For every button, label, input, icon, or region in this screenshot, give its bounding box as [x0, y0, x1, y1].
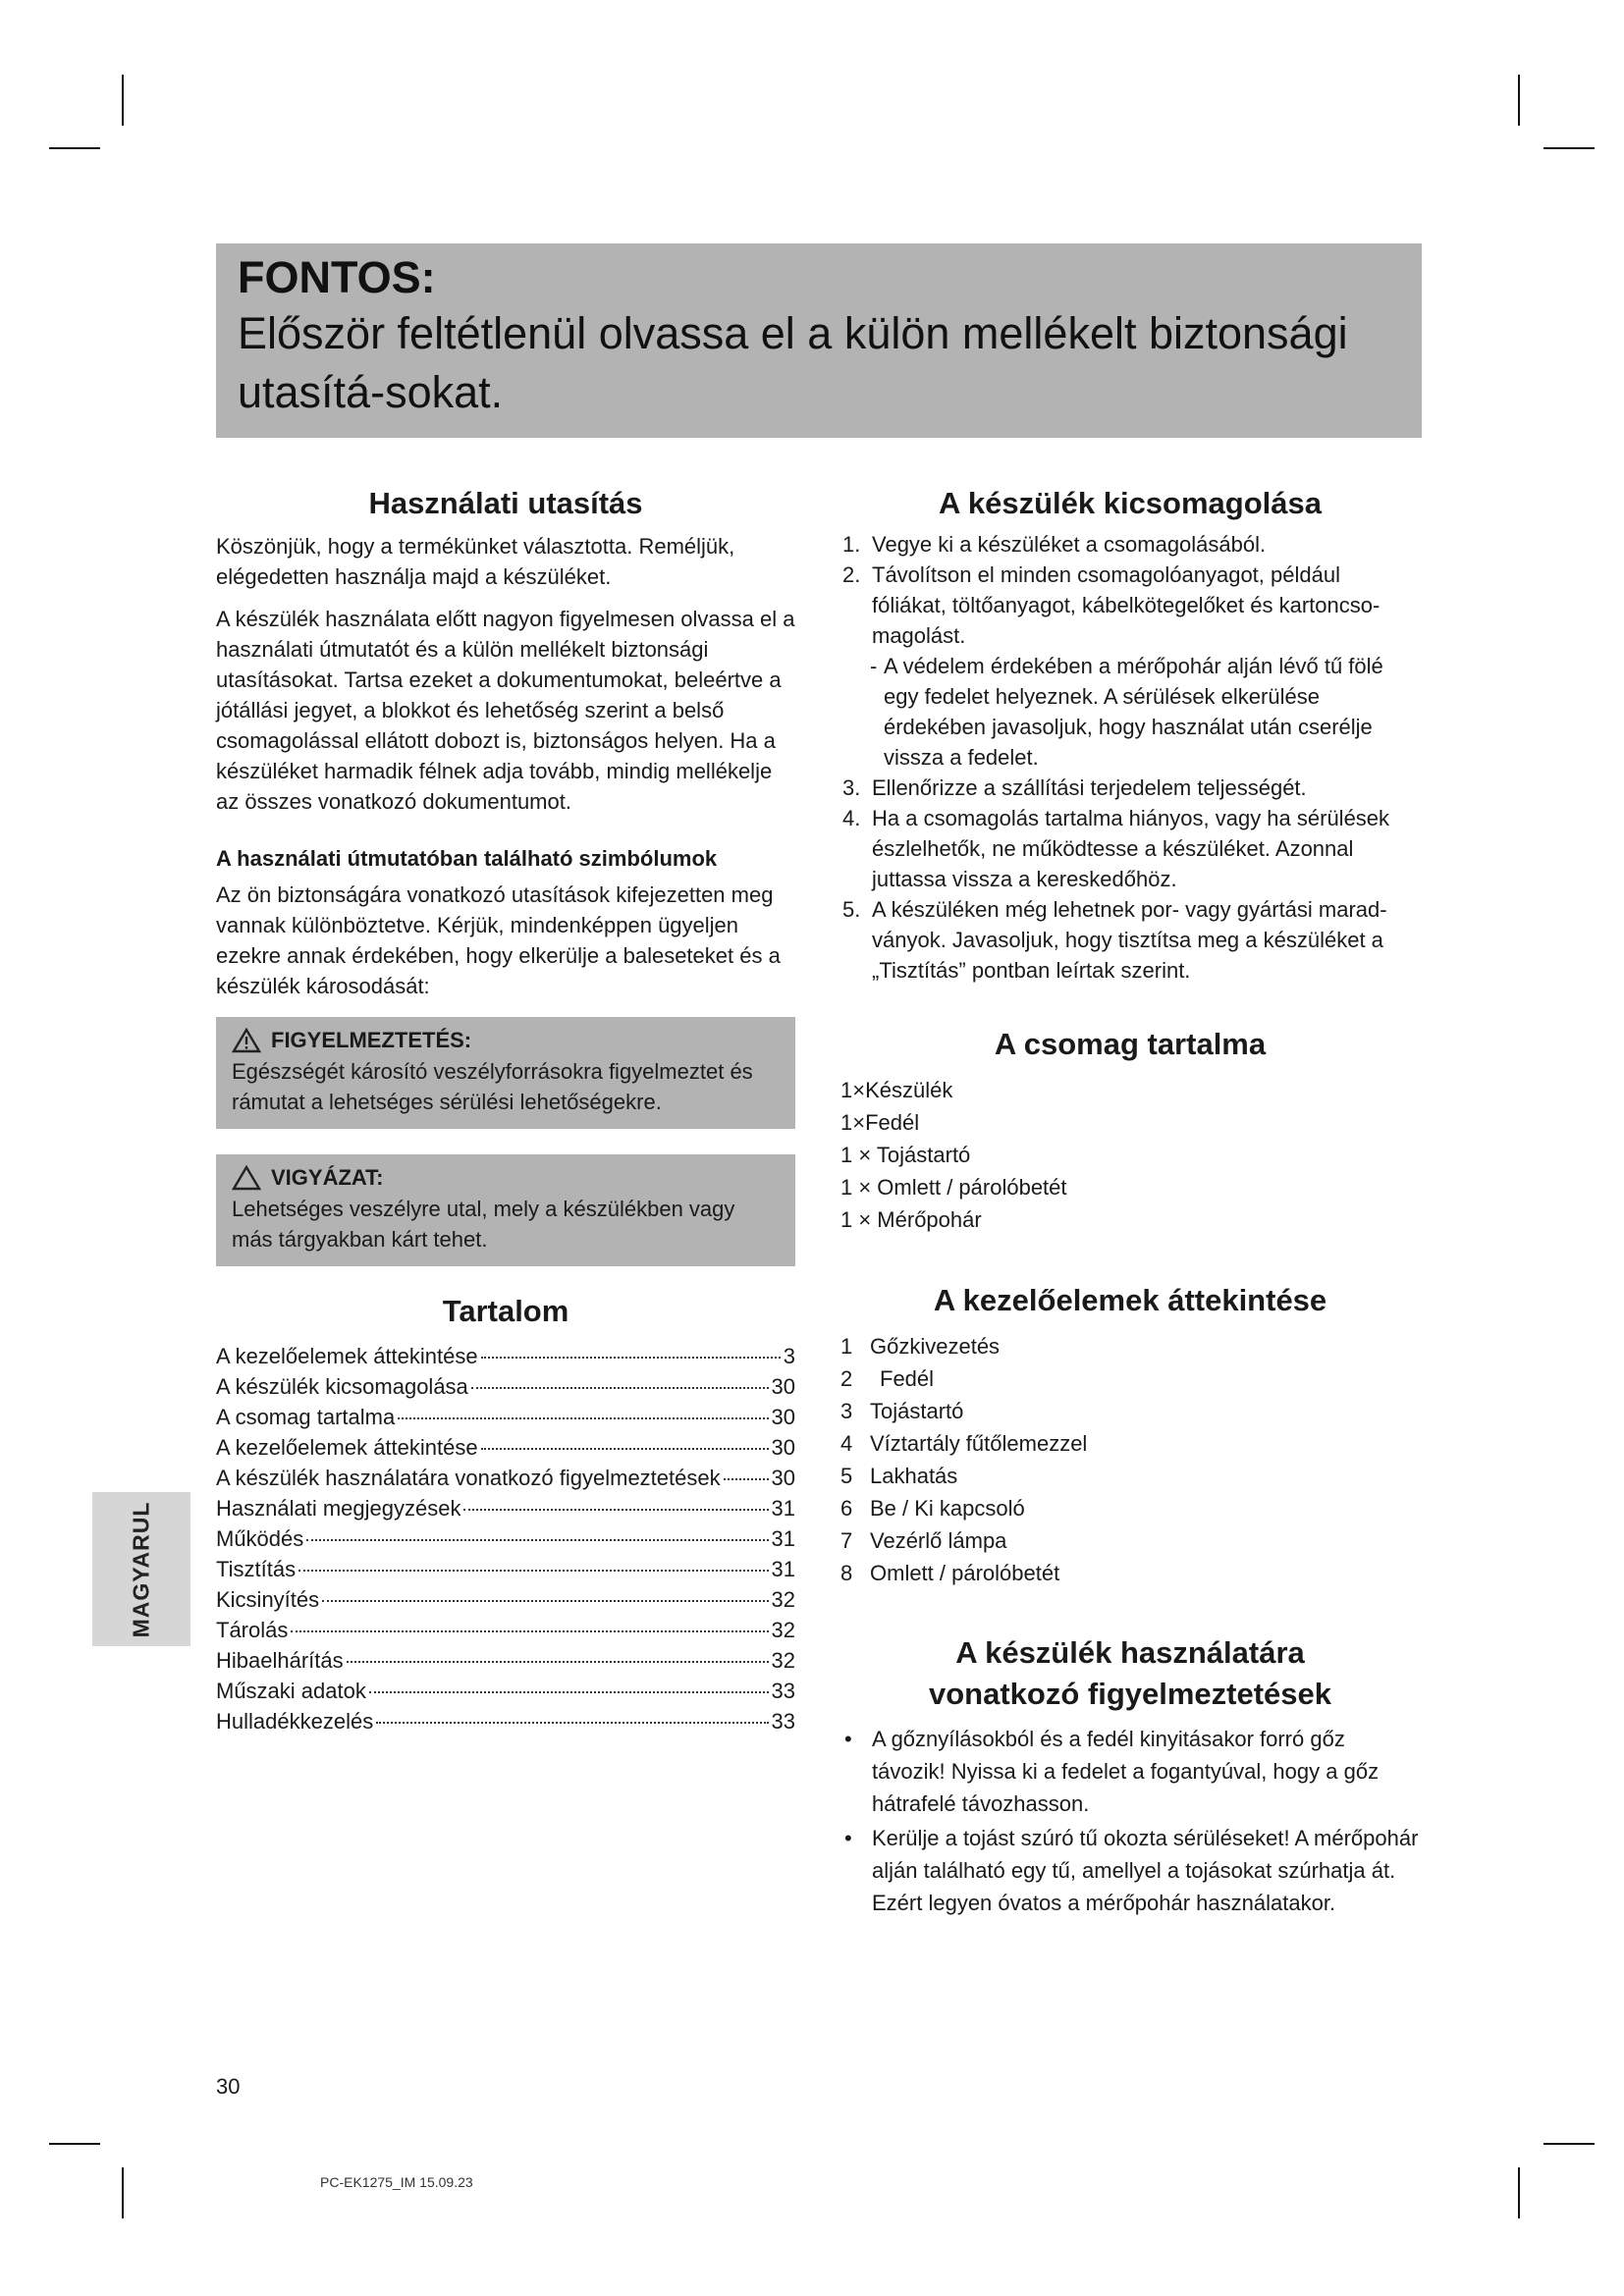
- footer-code: PC-EK1275_IM 15.09.23: [320, 2174, 473, 2190]
- list-item: 6 Be / Ki kapcsoló: [840, 1496, 1025, 1521]
- toc-leader: [724, 1478, 769, 1480]
- caution-title: VIGYÁZAT:: [271, 1165, 384, 1190]
- toc-leader: [347, 1661, 769, 1663]
- toc-page: 32: [771, 1648, 795, 1673]
- toc-title: Tisztítás: [216, 1557, 297, 1581]
- crop-mark: [1543, 147, 1595, 149]
- list-item: • Kerülje a tojást szúró tű okozta sérüléseket! A mérőpohár alján található egy tű, amellyel a tojásokat szúrhatja át. Ezért legyen óvatos a mérőpohár használatakor.: [844, 1826, 1419, 1915]
- toc-title: A készülék használatára vonatkozó figyelmeztetések: [216, 1466, 721, 1490]
- symbols-heading: A használati útmutatóban található szimbólumok: [216, 846, 718, 871]
- toc-page: 30: [771, 1466, 795, 1490]
- toc-title: A kezelőelemek áttekintése: [216, 1344, 478, 1368]
- toc-row: [216, 1493, 795, 1523]
- unpack-note: - A védelem érdekében a mérőpohár alján lévő tű fölé egy fedelet helyeznek. A sérülések elkerülése érdekében javasoljuk, hogy használat után cserélje vissza a fedelet.: [870, 654, 1383, 770]
- toc-title: A csomag tartalma: [216, 1405, 396, 1429]
- toc-row: [216, 1615, 795, 1645]
- toc-title: Hulladékkezelés: [216, 1709, 374, 1734]
- toc-heading: Tartalom: [442, 1294, 569, 1328]
- symbols-paragraph: Az ön biztonságára vonatkozó utasítások kifejezetten meg vannak különböztetve. Kérjük, mindenképpen ügyeljen ezekre annak érdekében, hogy elkerülje a baleseteket és a készülék károsodását:: [216, 882, 781, 998]
- toc-title: Műszaki adatok: [216, 1679, 366, 1703]
- toc-page: 33: [771, 1679, 795, 1703]
- toc-leader: [481, 1448, 769, 1450]
- banner-title: FONTOS:: [238, 252, 436, 302]
- toc-title: Működés: [216, 1526, 304, 1551]
- toc-leader: [291, 1630, 768, 1632]
- toc-page: 3: [783, 1344, 795, 1368]
- warning-title: FIGYELMEZTETÉS:: [271, 1028, 472, 1052]
- toc-row: [216, 1676, 795, 1706]
- language-tab-label: MAGYARUL: [128, 1501, 154, 1637]
- list-item: 1. Vegye ki a készüléket a csomagolásából.: [842, 532, 1267, 557]
- toc-title: A készülék kicsomagolása: [216, 1374, 468, 1399]
- instructions-paragraph: A készülék használata előtt nagyon figyelmesen olvassa el a használati útmutatót és a külön mellékelt biztonsági utasításokat. Tartsa ezeket a dokumentumokat, beleértve a jótállási jegyet, a blokkot és lehetőség szerint a belső csomagolással ellátott dobozt is, biztonságos helyen. Ha a készüléket harmadik félnek adja tovább, mindig mellékelje az összes vonatkozó dokumentumot.: [216, 607, 795, 814]
- list-item: 2. Távolítson el minden csomagolóanyagot, például fóliákat, töltőanyagot, kábelkötegelőket és kartoncso-magolást.: [842, 562, 1380, 648]
- toc-page: 32: [771, 1587, 795, 1612]
- right-column: [840, 484, 1420, 1921]
- unpack-list: [840, 529, 1420, 986]
- list-item: • A gőznyílásokból és a fedél kinyitásakor forró gőz távozik! Nyissa ki a fedelet a fogantyúval, hogy a gőz hátrafelé távozhasson.: [844, 1727, 1380, 1816]
- toc-leader: [471, 1387, 769, 1389]
- usage-warnings-heading: A készülék használatára vonatkozó figyelmeztetések: [928, 1635, 1332, 1711]
- banner-text: Először feltétlenül olvassa el a külön mellékelt biztonsági utasítá-sokat.: [238, 308, 1348, 417]
- toc-row: [216, 1341, 795, 1371]
- crop-mark: [49, 147, 100, 149]
- list-item: 5 Lakhatás: [840, 1464, 958, 1488]
- toc-page: 30: [771, 1435, 795, 1460]
- toc-title: Hibaelhárítás: [216, 1648, 344, 1673]
- toc-row: [216, 1463, 795, 1493]
- toc-row: [216, 1554, 795, 1584]
- intro-paragraph: Köszönjük, hogy a termékünket választotta. Reméljük, elégedetten használja majd a készüléket.: [216, 534, 735, 589]
- list-item: 1×Fedél: [840, 1110, 920, 1135]
- warning-triangle-icon: [232, 1028, 261, 1053]
- crop-mark: [1543, 2143, 1595, 2145]
- list-item: 1 × Mérőpohár: [840, 1207, 982, 1232]
- toc-page: 31: [771, 1496, 795, 1521]
- toc-leader: [376, 1722, 768, 1724]
- toc-page: 30: [771, 1374, 795, 1399]
- toc-leader: [306, 1539, 768, 1541]
- toc-row: [216, 1523, 795, 1554]
- list-item: 7 Vezérlő lámpa: [840, 1528, 1007, 1553]
- controls-list: [840, 1330, 1420, 1589]
- list-item: 3 Tojástartó: [840, 1399, 964, 1423]
- list-item: 1 × Omlett / párolóbetét: [840, 1175, 1067, 1200]
- crop-mark: [49, 2143, 100, 2145]
- caution-box: [216, 1154, 795, 1266]
- toc-row: [216, 1402, 795, 1432]
- list-item: 4. Ha a csomagolás tartalma hiányos, vagy ha sérülések észlelhetők, ne működtesse a készüléket. Azonnal juttassa vissza a kereskedőhöz.: [842, 806, 1390, 891]
- left-column: [216, 484, 795, 1736]
- toc-page: 31: [771, 1526, 795, 1551]
- toc-leader: [481, 1357, 781, 1359]
- caution-text: Lehetséges veszélyre utal, mely a készülékben vagy más tárgyakban kárt tehet.: [232, 1197, 735, 1252]
- toc-row: [216, 1584, 795, 1615]
- warning-text: Egészségét károsító veszélyforrásokra figyelmeztet és rámutat a lehetséges sérülési lehetőségekre.: [232, 1059, 753, 1114]
- toc-page: 33: [771, 1709, 795, 1734]
- toc-row: [216, 1645, 795, 1676]
- list-item: 4 Víztartály fűtőlemezzel: [840, 1431, 1088, 1456]
- toc-page: 32: [771, 1618, 795, 1642]
- crop-mark: [122, 75, 124, 126]
- language-tab: [92, 1492, 190, 1646]
- usage-warnings-list: [840, 1723, 1420, 1919]
- toc-page: 30: [771, 1405, 795, 1429]
- caution-triangle-icon: [232, 1165, 261, 1191]
- list-item: 2 Fedél: [840, 1366, 935, 1391]
- toc-leader: [398, 1417, 768, 1419]
- crop-mark: [1518, 75, 1520, 126]
- crop-mark: [1518, 2167, 1520, 2218]
- controls-heading: A kezelőelemek áttekintése: [933, 1283, 1327, 1317]
- toc-leader: [298, 1570, 768, 1572]
- unpack-heading: A készülék kicsomagolása: [939, 486, 1322, 520]
- toc-title: Tárolás: [216, 1618, 289, 1642]
- crop-mark: [122, 2167, 124, 2218]
- toc-page: 31: [771, 1557, 795, 1581]
- toc-leader: [369, 1691, 769, 1693]
- list-item: 3. Ellenőrizze a szállítási terjedelem teljességét.: [842, 775, 1307, 800]
- toc-row: [216, 1371, 795, 1402]
- manual-heading: Használati utasítás: [368, 486, 643, 520]
- toc-row: [216, 1432, 795, 1463]
- page-number: 30: [216, 2074, 241, 2099]
- warning-box: [216, 1017, 795, 1129]
- toc-leader: [322, 1600, 768, 1602]
- toc-row: [216, 1706, 795, 1736]
- toc-title: Kicsinyítés: [216, 1587, 320, 1612]
- list-item: 1×Készülék: [840, 1078, 953, 1102]
- contents-heading: A csomag tartalma: [994, 1027, 1267, 1061]
- important-banner: [216, 243, 1422, 438]
- list-item: 8 Omlett / párolóbetét: [840, 1561, 1060, 1585]
- toc-leader: [463, 1509, 768, 1511]
- list-item: 1 × Tojástartó: [840, 1143, 971, 1167]
- package-contents-list: [840, 1074, 1420, 1236]
- list-item: 5. A készüléken még lehetnek por- vagy gyártási marad-ványok. Javasoljuk, hogy tisztítsa meg a készüléket a „Tisztítás” pontban leírtak szerint.: [842, 897, 1387, 983]
- list-item: 1 Gőzkivezetés: [840, 1334, 1001, 1359]
- table-of-contents: [216, 1341, 795, 1736]
- toc-title: A kezelőelemek áttekintése: [216, 1435, 478, 1460]
- toc-title: Használati megjegyzések: [216, 1496, 461, 1521]
